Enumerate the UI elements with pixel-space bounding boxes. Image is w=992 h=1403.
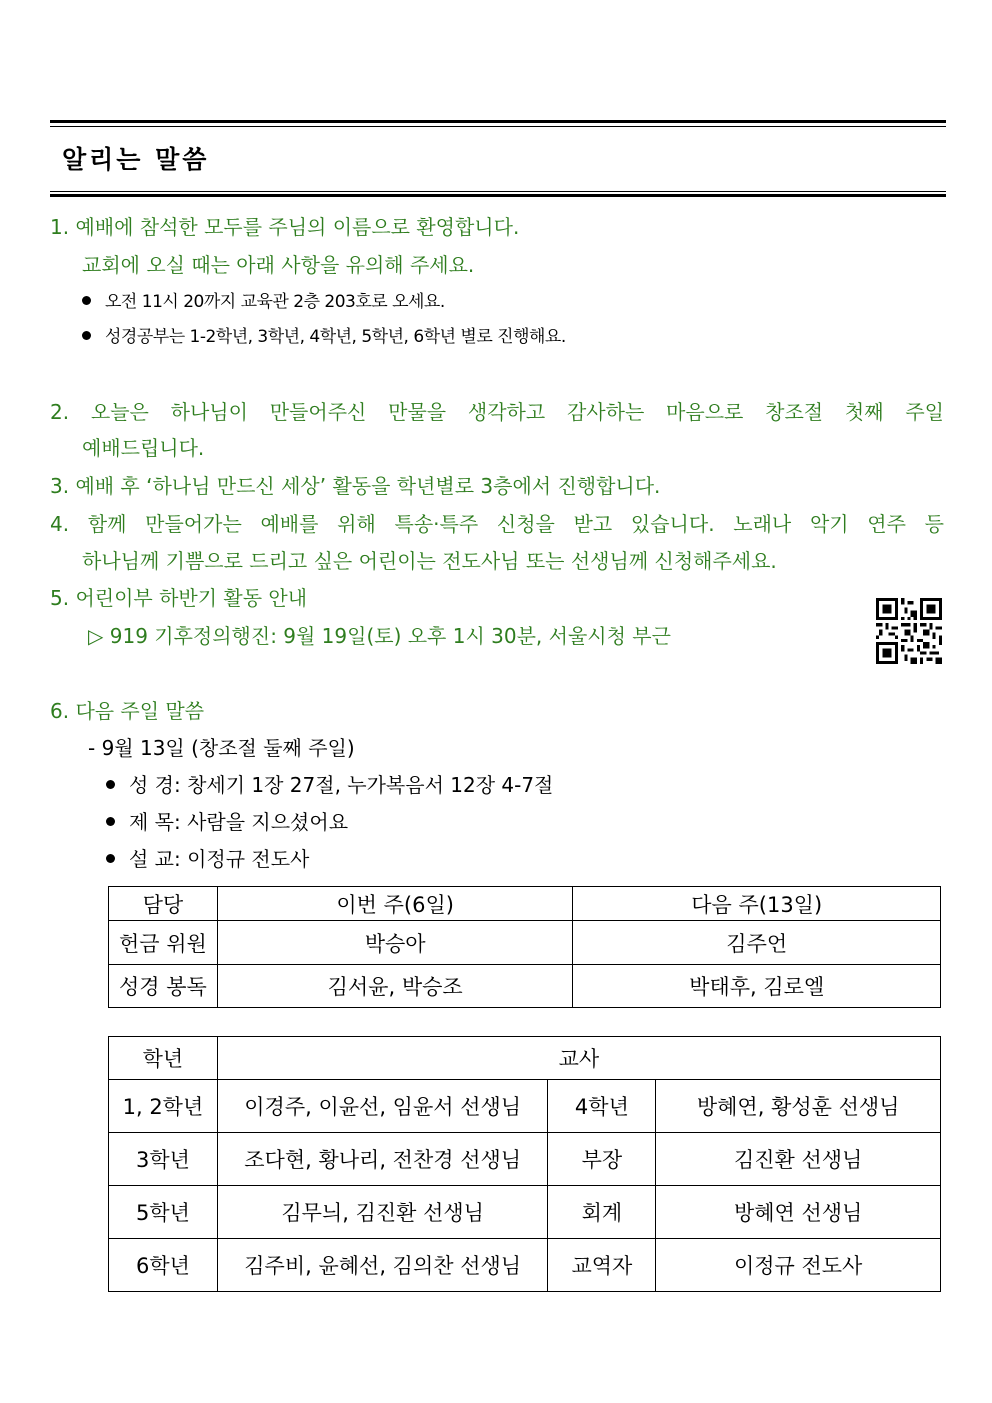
table-cell: 방혜연 선생님 xyxy=(656,1186,941,1239)
bullet-icon xyxy=(82,296,91,305)
header-rule-top xyxy=(50,120,946,123)
table-header-cell: 학년 xyxy=(109,1037,218,1080)
table-header-cell: 다음 주(13일) xyxy=(573,887,941,921)
notice-6-bullet-1 xyxy=(106,769,553,798)
table-row xyxy=(109,1186,941,1239)
notice-6-bullet-3 xyxy=(106,843,309,872)
table-cell: 5학년 xyxy=(109,1186,218,1239)
table-cell: 김주비, 윤혜선, 김의찬 선생님 xyxy=(217,1239,548,1292)
table-header-row xyxy=(109,1037,941,1080)
qr-code-icon[interactable] xyxy=(876,598,942,664)
bullet-icon xyxy=(106,780,115,789)
table-cell: 김서윤, 박승조 xyxy=(217,965,573,1008)
page-title: 알리는 말씀 xyxy=(62,145,210,174)
bullet-icon xyxy=(82,331,91,340)
notice-6: 6. 다음 주일 말씀 xyxy=(50,699,205,723)
bullet-text: 제 목: 사람을 지으셨어요 xyxy=(129,810,349,834)
table-cell: 1, 2학년 xyxy=(109,1080,218,1133)
table-cell: 6학년 xyxy=(109,1239,218,1292)
notice-1-bullet-1 xyxy=(82,287,445,312)
notice-1-sub: 교회에 오실 때는 아래 사항을 유의해 주세요. xyxy=(82,253,475,277)
teacher-table xyxy=(108,1036,941,1292)
table-cell: 방혜연, 황성훈 선생님 xyxy=(656,1080,941,1133)
notice-6-bullet-2 xyxy=(106,806,348,835)
table-cell: 김무늬, 김진환 선생님 xyxy=(217,1186,548,1239)
notice-3: 3. 예배 후 ‘하나님 만드신 세상’ 활동을 학년별로 3층에서 진행합니다. xyxy=(50,474,661,498)
table-row xyxy=(109,965,941,1008)
table-cell: 이경주, 이윤선, 임윤서 선생님 xyxy=(217,1080,548,1133)
bullet-text: 설 교: 이정규 전도사 xyxy=(129,847,310,871)
duty-table xyxy=(108,886,941,1008)
table-cell: 이정규 전도사 xyxy=(656,1239,941,1292)
bullet-text: 성경공부는 1-2학년, 3학년, 4학년, 5학년, 6학년 별로 진행해요. xyxy=(105,327,566,347)
table-cell: 회계 xyxy=(548,1186,656,1239)
table-row xyxy=(109,921,941,965)
table-header-cell: 교사 xyxy=(217,1037,940,1080)
notice-1-bullet-2 xyxy=(82,322,566,347)
table-cell: 김진환 선생님 xyxy=(656,1133,941,1186)
table-cell: 성경 봉독 xyxy=(109,965,218,1008)
bullet-text: 오전 11시 20까지 교육관 2층 203호로 오세요. xyxy=(105,292,445,312)
header-rule-bottom-thin xyxy=(50,191,946,192)
table-row xyxy=(109,1239,941,1292)
table-cell: 김주언 xyxy=(573,921,941,965)
table-cell: 조다현, 황나리, 전찬경 선생님 xyxy=(217,1133,548,1186)
notice-2-cont: 예배드립니다. xyxy=(82,436,205,460)
notice-5-sub: ▷ 919 기후정의행진: 9월 19일(토) 오후 1시 30분, 서울시청 부근 xyxy=(88,624,671,648)
table-cell: 박태후, 김로엘 xyxy=(573,965,941,1008)
header-rule-top-thin xyxy=(50,126,946,127)
table-header-cell: 이번 주(6일) xyxy=(217,887,573,921)
table-row xyxy=(109,1080,941,1133)
bullet-text: 성 경: 창세기 1장 27절, 누가복음서 12장 4-7절 xyxy=(129,773,554,797)
notice-4-cont: 하나님께 기쁨으로 드리고 싶은 어린이는 전도사님 또는 선생님께 신청해주세요. xyxy=(82,549,777,573)
bullet-icon xyxy=(106,854,115,863)
table-cell: 3학년 xyxy=(109,1133,218,1186)
table-cell: 박승아 xyxy=(217,921,573,965)
table-cell: 부장 xyxy=(548,1133,656,1186)
notice-5: 5. 어린이부 하반기 활동 안내 xyxy=(50,586,308,610)
notice-6-date: - 9월 13일 (창조절 둘째 주일) xyxy=(88,736,355,760)
table-row xyxy=(109,1133,941,1186)
notice-2: 2. 오늘은 하나님이 만들어주신 만물을 생각하고 감사하는 마음으로 창조절 첫째 주일 xyxy=(50,400,944,424)
table-cell: 교역자 xyxy=(548,1239,656,1292)
notice-1: 1. 예배에 참석한 모두를 주님의 이름으로 환영합니다. xyxy=(50,215,520,239)
table-cell: 헌금 위원 xyxy=(109,921,218,965)
notice-4: 4. 함께 만들어가는 예배를 위해 특송·특주 신청을 받고 있습니다. 노래나 악기 연주 등 xyxy=(50,512,944,536)
table-header-cell: 담당 xyxy=(109,887,218,921)
bullet-icon xyxy=(106,817,115,826)
header-rule-bottom xyxy=(50,194,946,197)
table-header-row xyxy=(109,887,941,921)
table-cell: 4학년 xyxy=(548,1080,656,1133)
